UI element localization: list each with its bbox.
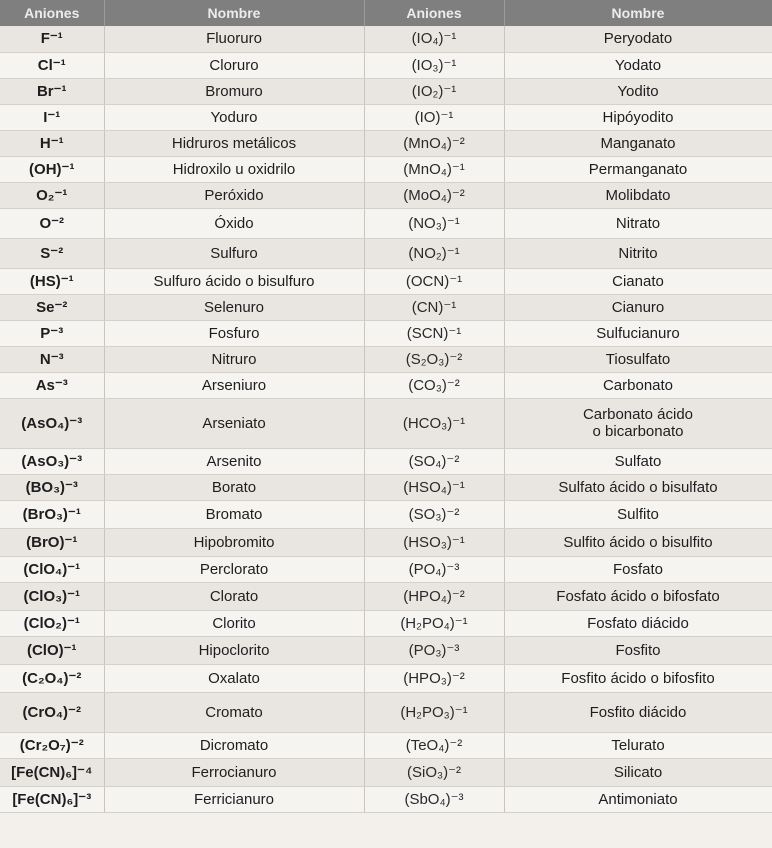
anion-formula: (C₂O₄)⁻² bbox=[0, 664, 104, 692]
anion-name: Selenuro bbox=[104, 294, 364, 320]
anion-formula: F⁻¹ bbox=[0, 26, 104, 52]
anion-name-2: Silicato bbox=[504, 758, 772, 786]
anion-formula: Se⁻² bbox=[0, 294, 104, 320]
anion-name-2: Tiosulfato bbox=[504, 346, 772, 372]
anion-name: Óxido bbox=[104, 208, 364, 238]
anion-name: Hipoclorito bbox=[104, 636, 364, 664]
anion-formula-2: (HSO₃)⁻¹ bbox=[364, 528, 504, 556]
table-row bbox=[0, 758, 772, 786]
anion-name: Peróxido bbox=[104, 182, 364, 208]
anion-name: Hidroxilo u oxidrilo bbox=[104, 156, 364, 182]
anion-formula: (AsO₄)⁻³ bbox=[0, 398, 104, 448]
anion-name: Sulfuro bbox=[104, 238, 364, 268]
anion-formula: (ClO)⁻¹ bbox=[0, 636, 104, 664]
anion-formula-2: (S₂O₃)⁻² bbox=[364, 346, 504, 372]
table-row bbox=[0, 474, 772, 500]
anion-name-2: Peryodato bbox=[504, 26, 772, 52]
anion-formula: P⁻³ bbox=[0, 320, 104, 346]
anion-name-2: Yodito bbox=[504, 78, 772, 104]
anion-name-2: Carbonato bbox=[504, 372, 772, 398]
anion-name: Hidruros metálicos bbox=[104, 130, 364, 156]
anion-name-2: Telurato bbox=[504, 732, 772, 758]
anion-name: Bromato bbox=[104, 500, 364, 528]
anion-formula: Br⁻¹ bbox=[0, 78, 104, 104]
table-row bbox=[0, 182, 772, 208]
anion-formula-2: (MoO₄)⁻² bbox=[364, 182, 504, 208]
anion-formula-2: (NO₃)⁻¹ bbox=[364, 208, 504, 238]
table-row bbox=[0, 786, 772, 812]
anion-name: Arseniato bbox=[104, 398, 364, 448]
anion-formula: As⁻³ bbox=[0, 372, 104, 398]
anion-formula: [Fe(CN)₆]⁻⁴ bbox=[0, 758, 104, 786]
anion-name: Perclorato bbox=[104, 556, 364, 582]
table-row bbox=[0, 448, 772, 474]
anion-name: Clorito bbox=[104, 610, 364, 636]
anion-formula: Cl⁻¹ bbox=[0, 52, 104, 78]
anion-formula-2: (IO₂)⁻¹ bbox=[364, 78, 504, 104]
anion-formula: (CrO₄)⁻² bbox=[0, 692, 104, 732]
anion-name-2: Fosfito ácido o bifosfito bbox=[504, 664, 772, 692]
header-name-2: Nombre bbox=[504, 0, 772, 26]
anion-name-2: Sulfucianuro bbox=[504, 320, 772, 346]
anion-name: Sulfuro ácido o bisulfuro bbox=[104, 268, 364, 294]
table-row bbox=[0, 294, 772, 320]
anion-name-2: Yodato bbox=[504, 52, 772, 78]
anion-name: Nitruro bbox=[104, 346, 364, 372]
anion-name: Borato bbox=[104, 474, 364, 500]
anion-formula-2: (IO₄)⁻¹ bbox=[364, 26, 504, 52]
anion-name-2: Fosfato ácido o bifosfato bbox=[504, 582, 772, 610]
anion-formula-2: (HPO₃)⁻² bbox=[364, 664, 504, 692]
table-row bbox=[0, 104, 772, 130]
anion-name: Cloruro bbox=[104, 52, 364, 78]
table-row bbox=[0, 130, 772, 156]
anion-formula-2: (SO₄)⁻² bbox=[364, 448, 504, 474]
anion-formula: O₂⁻¹ bbox=[0, 182, 104, 208]
anion-formula-2: (H₂PO₃)⁻¹ bbox=[364, 692, 504, 732]
anion-name-2: Sulfito bbox=[504, 500, 772, 528]
anion-formula: (BrO₃)⁻¹ bbox=[0, 500, 104, 528]
anion-formula: (ClO₂)⁻¹ bbox=[0, 610, 104, 636]
anion-name-2: Molibdato bbox=[504, 182, 772, 208]
anion-formula: N⁻³ bbox=[0, 346, 104, 372]
anion-formula-2: (IO)⁻¹ bbox=[364, 104, 504, 130]
table-row bbox=[0, 372, 772, 398]
anion-name-2: Sulfato ácido o bisulfato bbox=[504, 474, 772, 500]
table-row bbox=[0, 52, 772, 78]
anion-formula: S⁻² bbox=[0, 238, 104, 268]
anion-formula: (AsO₃)⁻³ bbox=[0, 448, 104, 474]
anion-formula-2: (NO₂)⁻¹ bbox=[364, 238, 504, 268]
anion-name: Hipobromito bbox=[104, 528, 364, 556]
anion-formula: O⁻² bbox=[0, 208, 104, 238]
anion-formula-2: (SCN)⁻¹ bbox=[364, 320, 504, 346]
anion-formula-2: (SiO₃)⁻² bbox=[364, 758, 504, 786]
anion-name-2: Permanganato bbox=[504, 156, 772, 182]
table-row bbox=[0, 500, 772, 528]
anion-formula: (HS)⁻¹ bbox=[0, 268, 104, 294]
anion-formula-2: (HSO₄)⁻¹ bbox=[364, 474, 504, 500]
anion-name-2: Fosfato bbox=[504, 556, 772, 582]
anion-formula: (Cr₂O₇)⁻² bbox=[0, 732, 104, 758]
anion-formula: H⁻¹ bbox=[0, 130, 104, 156]
anion-name-2: Carbonato ácido o bicarbonato bbox=[504, 398, 772, 448]
table-row bbox=[0, 156, 772, 182]
table-row bbox=[0, 238, 772, 268]
anion-formula-2: (HCO₃)⁻¹ bbox=[364, 398, 504, 448]
table-row bbox=[0, 664, 772, 692]
anion-formula-2: (PO₄)⁻³ bbox=[364, 556, 504, 582]
anion-name-2: Cianuro bbox=[504, 294, 772, 320]
anion-formula: (ClO₃)⁻¹ bbox=[0, 582, 104, 610]
anion-formula-2: (PO₃)⁻³ bbox=[364, 636, 504, 664]
anion-name: Yoduro bbox=[104, 104, 364, 130]
anion-name-2: Manganato bbox=[504, 130, 772, 156]
anion-name: Bromuro bbox=[104, 78, 364, 104]
anion-name-2: Nitrato bbox=[504, 208, 772, 238]
anion-name: Fosfuro bbox=[104, 320, 364, 346]
anion-name: Ferricianuro bbox=[104, 786, 364, 812]
anion-name-2: Antimoniato bbox=[504, 786, 772, 812]
anion-formula: (ClO₄)⁻¹ bbox=[0, 556, 104, 582]
anion-formula-2: (TeO₄)⁻² bbox=[364, 732, 504, 758]
anion-name-2: Fosfito bbox=[504, 636, 772, 664]
anion-formula-2: (H₂PO₄)⁻¹ bbox=[364, 610, 504, 636]
header-anions-2: Aniones bbox=[364, 0, 504, 26]
anion-formula-2: (CO₃)⁻² bbox=[364, 372, 504, 398]
anion-formula-2: (IO₃)⁻¹ bbox=[364, 52, 504, 78]
anion-formula-2: (MnO₄)⁻¹ bbox=[364, 156, 504, 182]
anion-formula: (BO₃)⁻³ bbox=[0, 474, 104, 500]
table-row bbox=[0, 398, 772, 448]
anion-name: Dicromato bbox=[104, 732, 364, 758]
anion-formula-2: (MnO₄)⁻² bbox=[364, 130, 504, 156]
anion-name-2: Sulfato bbox=[504, 448, 772, 474]
anion-name-2: Cianato bbox=[504, 268, 772, 294]
anion-formula: (BrO)⁻¹ bbox=[0, 528, 104, 556]
table-row bbox=[0, 208, 772, 238]
table-row bbox=[0, 78, 772, 104]
anion-name-2: Fosfito diácido bbox=[504, 692, 772, 732]
table-row bbox=[0, 582, 772, 610]
table-row bbox=[0, 528, 772, 556]
table-body bbox=[0, 26, 772, 812]
anion-formula: (OH)⁻¹ bbox=[0, 156, 104, 182]
anion-name: Clorato bbox=[104, 582, 364, 610]
anion-name-2: Fosfato diácido bbox=[504, 610, 772, 636]
anion-formula-2: (SbO₄)⁻³ bbox=[364, 786, 504, 812]
table-row bbox=[0, 26, 772, 52]
header-anions-1: Aniones bbox=[0, 0, 104, 26]
anion-name: Ferrocianuro bbox=[104, 758, 364, 786]
anion-formula-2: (SO₃)⁻² bbox=[364, 500, 504, 528]
header-name-1: Nombre bbox=[104, 0, 364, 26]
anion-formula-2: (OCN)⁻¹ bbox=[364, 268, 504, 294]
table-row bbox=[0, 320, 772, 346]
anion-formula: [Fe(CN)₆]⁻³ bbox=[0, 786, 104, 812]
table-row bbox=[0, 556, 772, 582]
header-row bbox=[0, 0, 772, 26]
table-row bbox=[0, 346, 772, 372]
anion-name: Oxalato bbox=[104, 664, 364, 692]
table-row bbox=[0, 692, 772, 732]
anion-formula-2: (CN)⁻¹ bbox=[364, 294, 504, 320]
anion-name-2: Nitrito bbox=[504, 238, 772, 268]
anion-formula: I⁻¹ bbox=[0, 104, 104, 130]
anion-name: Cromato bbox=[104, 692, 364, 732]
table-row bbox=[0, 732, 772, 758]
table-row bbox=[0, 636, 772, 664]
anion-name: Arseniuro bbox=[104, 372, 364, 398]
anion-name: Arsenito bbox=[104, 448, 364, 474]
table-row bbox=[0, 610, 772, 636]
anion-name-2: Hipóyodito bbox=[504, 104, 772, 130]
anion-formula-2: (HPO₄)⁻² bbox=[364, 582, 504, 610]
anion-name-2: Sulfito ácido o bisulfito bbox=[504, 528, 772, 556]
table-row bbox=[0, 268, 772, 294]
anion-name: Fluoruro bbox=[104, 26, 364, 52]
